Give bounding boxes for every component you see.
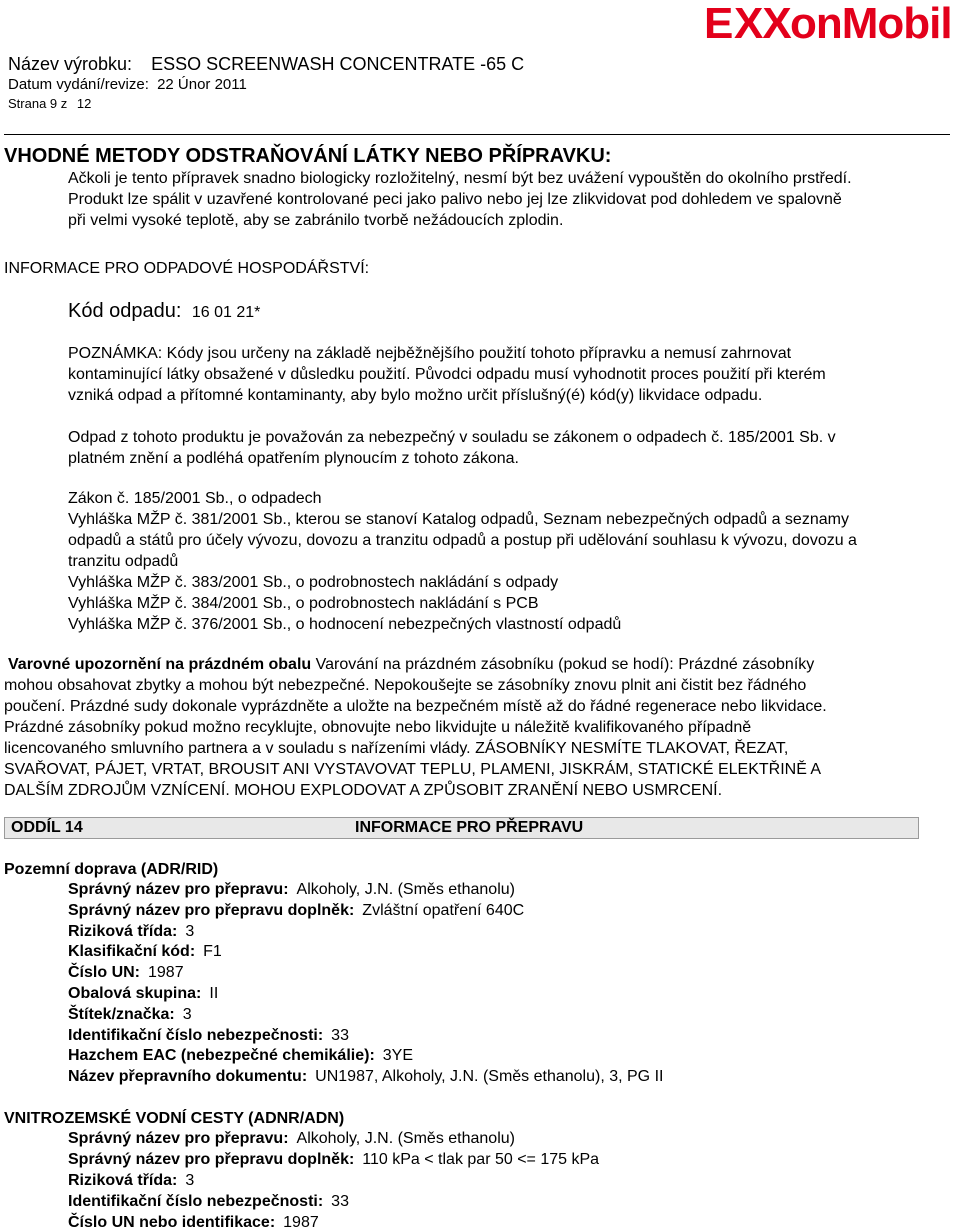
warning-first-rest: Varování na prázdném zásobníku (pokud se hodí): Prázdné zásobníky [311,656,815,673]
row-key: Obalová skupina: [68,985,202,1002]
row-value: 3 [185,922,195,940]
product-name: ESSO SCREENWASH CONCENTRATE -65 C [151,54,525,74]
exxonmobil-logo-graphic [702,0,960,46]
waste-code-label: Kód odpadu: [68,300,182,322]
product-label: Název výrobku: [8,54,133,74]
law-list [68,488,857,635]
adr-row [68,881,515,899]
svg-text:onMobil: onMobil [790,0,952,46]
waste-code-value: 16 01 21* [191,304,261,321]
law-line: tranzitu odpadů [68,553,179,570]
hazard-line: platném znění a podléhá opatřením plynoucím z tohoto zákona. [68,450,519,467]
adn-row [68,1193,349,1211]
svg-text:E: E [704,0,733,46]
revision-date-line [8,76,247,93]
row-key: Správný název pro přepravu: [68,881,289,898]
adn-row [68,1214,319,1232]
adr-row [68,964,184,982]
warning-line: licencovaného smluvního partnera a v souladu s nařízeními vlády. ZÁSOBNÍKY NESMÍTE TLAKOVAT, ŘEZAT, [4,740,789,757]
row-value: 3 [182,1005,192,1023]
law-line: Zákon č. 185/2001 Sb., o odpadech [68,490,322,507]
row-key: Název přepravního dokumentu: [68,1068,308,1086]
row-key: Klasifikační kód: [68,943,196,961]
row-key: Identifikační číslo nebezpečnosti: [68,1026,324,1044]
empty-container-warning [4,654,827,801]
warning-line: poučení. Prázdné sudy dokonale vyprázdněte a uložte na bezpečném místě až do řádné regenerace nebo likvidace. [4,698,827,715]
row-key: Číslo UN: [68,964,140,982]
adr-heading: Pozemní doprava (ADR/RID) [4,861,219,878]
adn-row [68,1130,515,1148]
adr-row [68,943,222,961]
row-key: Štítek/značka: [68,1005,175,1023]
product-name-line [8,54,524,75]
page-label: Strana 9 z [8,96,68,111]
row-value: Alkoholy, J.N. (Směs ethanolu) [296,881,515,898]
row-key: Správný název pro přepravu doplněk: [68,1151,355,1168]
adn-heading: VNITROZEMSKÉ VODNÍ CESTY (ADNR/ADN) [4,1110,345,1127]
exxonmobil-logo [702,0,960,46]
note-line: kontaminující látky obsažené v důsledku použití. Původci odpadu musí vyhodnotit proces použití při kterém [68,366,826,383]
law-line: Vyhláška MŽP č. 381/2001 Sb., kterou se stanoví Katalog odpadů, Seznam nebezpečných odpadů a seznamy [68,511,849,528]
warning-line: SVAŘOVAT, PÁJET, VRTAT, BROUSIT ANI VYSTAVOVAT TEPLU, PLAMENI, JISKRÁM, STATICKÉ ELEKTŘINĚ A [4,761,822,778]
row-value: 3 [185,1172,195,1189]
adn-row [68,1172,194,1190]
row-value: F1 [203,943,222,961]
warning-lead: Varovné upozornění na prázdném obalu [8,656,312,673]
law-line: Vyhláška MŽP č. 376/2001 Sb., o hodnocení nebezpečných vlastností odpadů [68,616,622,633]
warning-line: mohou obsahovat zbytky a mohou být nebezpečné. Nepokoušejte se zásobníky znovu plnit ani čistit bez řádného [4,677,807,694]
row-value: UN1987, Alkoholy, J.N. (Směs ethanolu), 3, PG II [315,1068,664,1086]
disposal-line: Produkt lze spálit v uzavřené kontrolované peci jako palivo nebo jej lze zlikvidovat pod dohledem ve spalovně [68,191,842,208]
waste-heading: INFORMACE PRO ODPADOVÉ HOSPODÁŘSTVÍ: [4,260,370,277]
disposal-text [68,168,852,231]
row-value: II [209,985,219,1002]
warning-first-line [4,654,827,675]
page-total: 12 [76,96,92,111]
adr-row [68,1047,413,1065]
adr-row [68,902,524,920]
waste-hazard-text [68,427,836,469]
row-value: Zvláštní opatření 640C [362,901,525,919]
row-value: 33 [331,1193,349,1210]
row-value: 1987 [283,1214,319,1231]
row-key: Hazchem EAC (nebezpečné chemikálie): [68,1047,375,1065]
law-line: Vyhláška MŽP č. 383/2001 Sb., o podrobnostech nakládání s odpady [68,574,559,591]
adr-row [68,985,218,1003]
note-line: POZNÁMKA: Kódy jsou určeny na základě nejběžnějšího použití tohoto přípravku a nemusí zahrnovat [68,345,792,362]
disposal-heading: VHODNÉ METODY ODSTRAŇOVÁNÍ LÁTKY NEBO PŘÍPRAVKU: [4,145,612,167]
hazard-line: Odpad z tohoto produktu je považován za nebezpečný v souladu se zákonem o odpadech č. 185/2001 Sb. v [68,429,836,446]
law-line: Vyhláška MŽP č. 384/2001 Sb., o podrobnostech nakládání s PCB [68,595,539,612]
date-label: Datum vydání/revize: [8,76,149,93]
svg-text:XX: XX [734,0,791,46]
row-key: Identifikační číslo nebezpečnosti: [68,1193,324,1210]
note-line: vzniká odpad a přítomné kontaminanty, aby bylo možno určit příslušný(é) kód(y) likvidace odpadu. [68,387,763,404]
row-value: 33 [331,1026,349,1044]
adr-row [68,1027,349,1045]
header-rule [4,134,950,135]
row-key: Správný název pro přepravu: [68,1130,289,1147]
section-14-bar [4,817,919,839]
law-line: odpadů a států pro účely vývozu, dovozu a tranzitu odpadů a postup při udělování souhlasu k vývozu, dovozu a [68,532,857,549]
section-number: ODDÍL 14 [11,819,83,836]
section-title: INFORMACE PRO PŘEPRAVU [355,819,584,836]
adn-row [68,1151,599,1169]
row-key: Číslo UN nebo identifikace: [68,1214,276,1231]
row-value: Alkoholy, J.N. (Směs ethanolu) [296,1130,515,1147]
row-value: 110 kPa < tlak par 50 <= 175 kPa [362,1151,600,1168]
warning-line: DALŠÍM ZDROJŮM VZNÍCENÍ. MOHOU EXPLODOVAT A ZPŮSOBIT ZRANĚNÍ NEBO USMRCENÍ. [4,782,723,799]
disposal-line: Ačkoli je tento přípravek snadno biologicky rozložitelný, nesmí být bez uvážení vypouštěn do okolního prstředí. [68,170,852,187]
adr-row [68,1068,663,1086]
waste-note [68,343,826,406]
disposal-line: při velmi vysoké teplotě, aby se zabránilo tvorbě nežádoucích zplodin. [68,212,564,229]
row-value: 1987 [148,964,184,982]
warning-line: Prázdné zásobníky pokud možno recyklujte, obnovujte nebo likvidujte u náležitě kvalifikovaného případně [4,719,752,736]
row-value: 3YE [382,1047,414,1065]
row-key: Správný název pro přepravu doplněk: [68,901,355,919]
adr-row [68,1006,192,1024]
waste-code-line [68,300,260,323]
row-key: Riziková třída: [68,1172,178,1189]
adr-row [68,923,194,941]
date-value: 22 Únor 2011 [157,76,247,93]
page-number [8,96,91,111]
row-key: Riziková třída: [68,922,178,940]
